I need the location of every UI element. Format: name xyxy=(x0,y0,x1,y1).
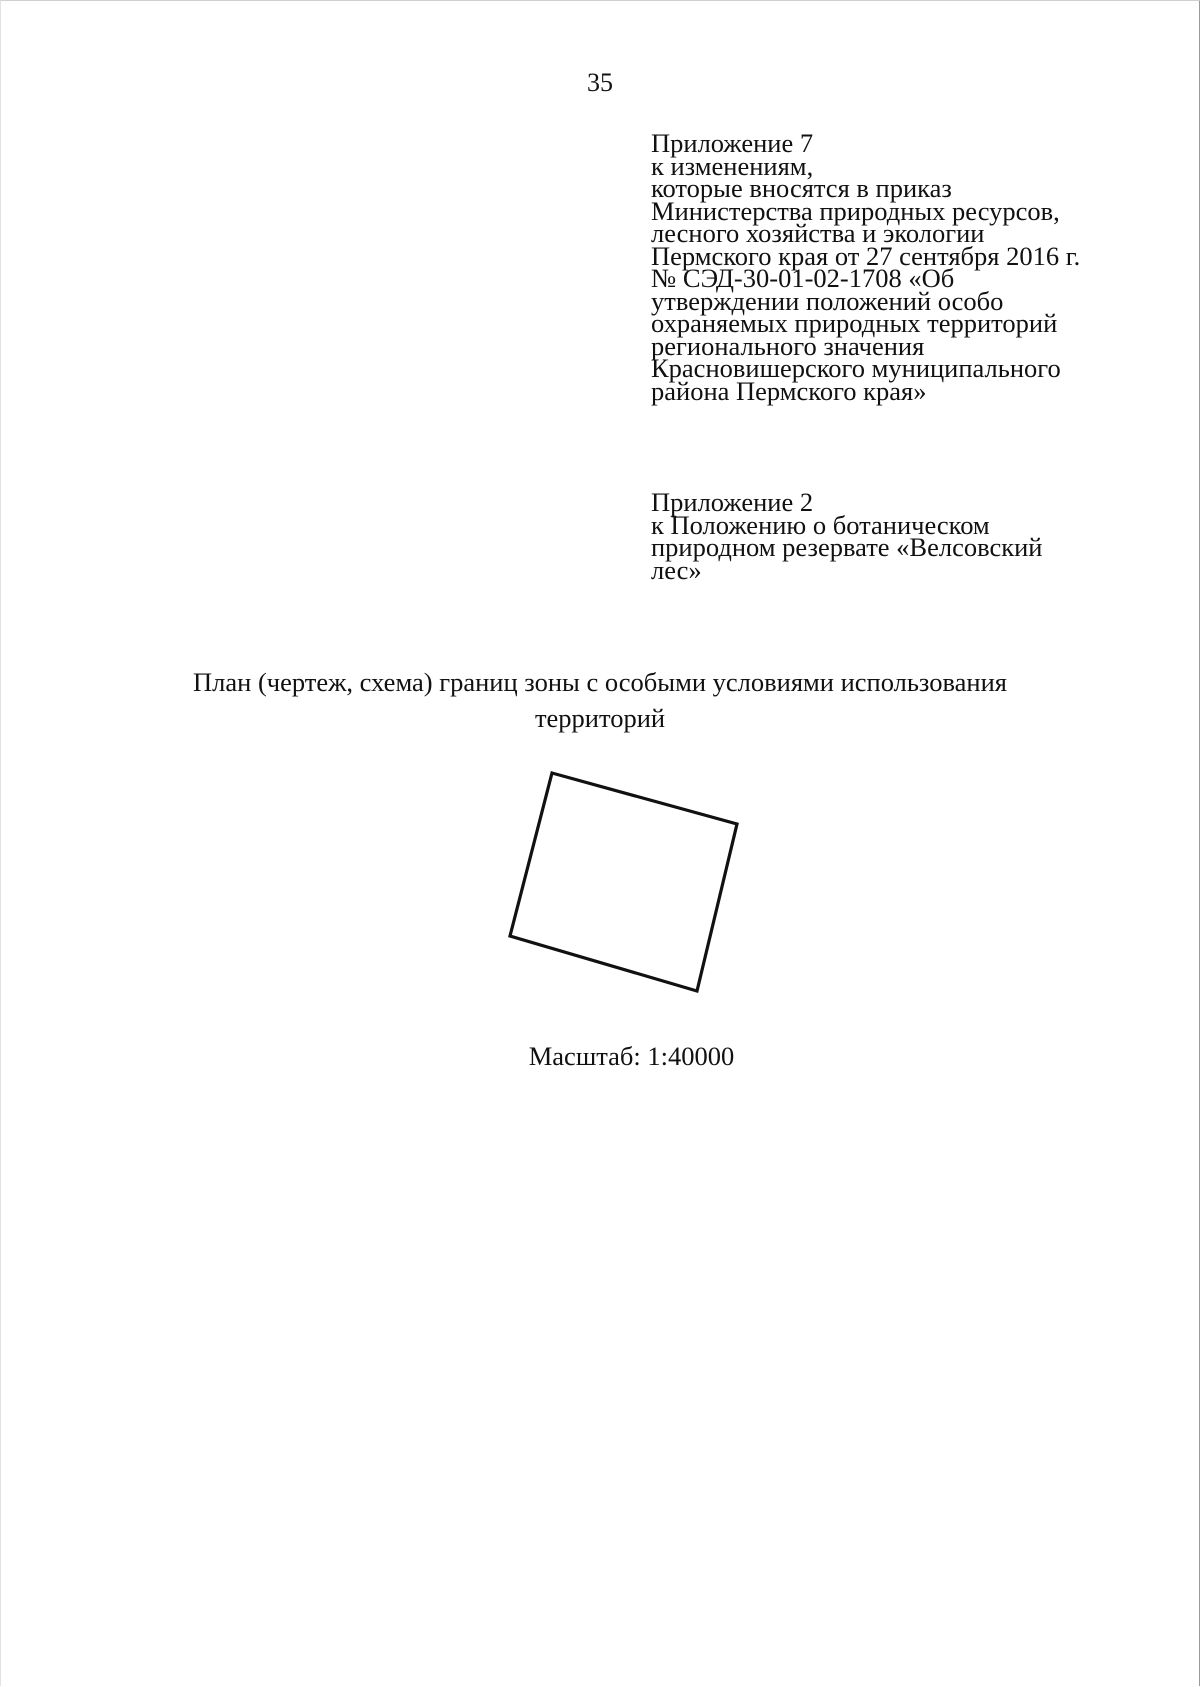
appendix-7-line: лесного хозяйства и экологии xyxy=(651,218,985,248)
appendix-7-line: которые вносятся в приказ xyxy=(651,173,952,203)
scale-value: 1:40000 xyxy=(647,1041,735,1071)
appendix-7-line: Министерства природных ресурсов, xyxy=(651,195,1060,226)
appendix-7-header xyxy=(651,128,1171,406)
plan-title-line: территорий xyxy=(534,703,666,733)
zone-boundary-scheme xyxy=(500,765,750,995)
appendix-7-line: Пермского края от 27 сентября 2016 г. xyxy=(651,240,1081,271)
appendix-7-line: регионального значения xyxy=(651,330,925,361)
appendix-7-line: утверждении положений особо xyxy=(651,285,1004,316)
scale-label: Масштаб: xyxy=(528,1041,641,1071)
appendix-2-line: Приложение 2 xyxy=(651,487,814,517)
appendix-7-line: Приложение 7 xyxy=(651,128,814,158)
plan-title-line: План (чертеж, схема) границ зоны с особыми условиями использования xyxy=(193,667,1007,697)
appendix-2-line: лес» xyxy=(651,554,702,585)
appendix-2-line: природном резервате «Велсовский xyxy=(651,532,1043,562)
plan-title xyxy=(100,664,1100,736)
page-number: 35 xyxy=(587,68,613,97)
appendix-7-line: к изменениям, xyxy=(651,150,814,181)
zone-boundary-polygon xyxy=(510,773,737,991)
appendix-7-line: № СЭД-30-01-02-1708 «Об xyxy=(651,263,955,293)
scale-caption xyxy=(0,1041,1200,1071)
appendix-2-line: к Положению о ботаническом xyxy=(651,509,990,540)
appendix-7-line: охраняемых природных территорий xyxy=(651,308,1058,338)
appendix-2-header xyxy=(651,487,1171,585)
appendix-7-line: Красновишерского муниципального xyxy=(651,353,1061,383)
appendix-7-line: района Пермского края» xyxy=(651,375,927,406)
